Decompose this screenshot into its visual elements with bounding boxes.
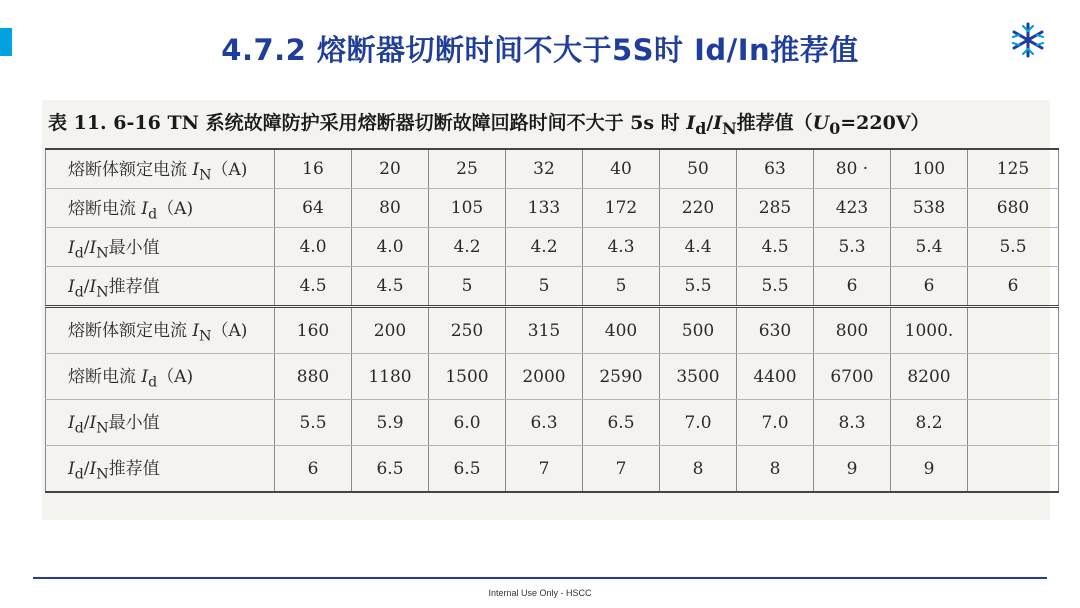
table-cell: 285 [737, 189, 814, 228]
table-cell: 4.0 [275, 228, 352, 267]
table-cell: 315 [506, 307, 583, 354]
table-cell: 5.4 [891, 228, 968, 267]
row-label: 熔断电流 $I_d(A)$ [46, 354, 275, 400]
table-cell: 4.2 [506, 228, 583, 267]
table-cell: 200 [352, 307, 429, 354]
table-row-ratio-min-row [46, 228, 1059, 267]
table-cell: 80 [352, 189, 429, 228]
table-cell: 8.2 [891, 400, 968, 446]
table-cell: 5 [583, 267, 660, 307]
table-cell: 4.3 [583, 228, 660, 267]
table-cell: 4.4 [660, 228, 737, 267]
table-cell: 6.0 [429, 400, 506, 446]
table-cell: 5.9 [352, 400, 429, 446]
footer-divider [33, 577, 1047, 579]
table-cell: 4.5 [275, 267, 352, 307]
table-cell: 2590 [583, 354, 660, 400]
table-cell: 6700 [814, 354, 891, 400]
table-cell [968, 446, 1059, 493]
table-cell: 6.5 [429, 446, 506, 493]
table-cell: 1500 [429, 354, 506, 400]
table-cell: 6 [814, 267, 891, 307]
table-cell: 80 · [814, 149, 891, 189]
table-cell: 8.3 [814, 400, 891, 446]
table-cell: 172 [583, 189, 660, 228]
table-row-ratio-recommended-row [46, 446, 1059, 493]
fuse-table [45, 148, 1059, 493]
table-cell [968, 400, 1059, 446]
table-row-ratio-min-row [46, 400, 1059, 446]
table-cell: 8200 [891, 354, 968, 400]
table-cell: 8 [660, 446, 737, 493]
table-cell: 6 [275, 446, 352, 493]
table-cell: 4.2 [429, 228, 506, 267]
table-cell: 4.5 [737, 228, 814, 267]
row-label: 熔断体额定电流 $I_N(A)$ [46, 149, 275, 189]
table-cell: 8 [737, 446, 814, 493]
table-cell: 9 [814, 446, 891, 493]
row-label: 熔断电流 $I_d(A)$ [46, 189, 275, 228]
table-cell: 64 [275, 189, 352, 228]
table-cell: 423 [814, 189, 891, 228]
table-cell: 5.5 [660, 267, 737, 307]
row-label: $I_d/I_N$最小值 [46, 400, 275, 446]
table-cell: 500 [660, 307, 737, 354]
table-cell: 1180 [352, 354, 429, 400]
table-cell: 5 [429, 267, 506, 307]
table-row-fusing-current-row [46, 354, 1059, 400]
table-cell: 100 [891, 149, 968, 189]
table-cell: 20 [352, 149, 429, 189]
table-cell: 5 [506, 267, 583, 307]
table-cell: 6 [891, 267, 968, 307]
table-cell: 6.5 [583, 400, 660, 446]
row-label: $I_d/I_N$推荐值 [46, 446, 275, 493]
table-cell: 3500 [660, 354, 737, 400]
table-row-fusing-current-row [46, 189, 1059, 228]
table-cell: 125 [968, 149, 1059, 189]
table-cell: 220 [660, 189, 737, 228]
table-cell: 25 [429, 149, 506, 189]
table-cell: 880 [275, 354, 352, 400]
table-cell: 40 [583, 149, 660, 189]
table-cell: 250 [429, 307, 506, 354]
slide-title: 4.7.2 熔断器切断时间不大于5S时 Id/In推荐值 [221, 33, 859, 67]
table-cell: 630 [737, 307, 814, 354]
table-cell: 4.5 [352, 267, 429, 307]
table-caption: 表 11. 6-16 TN 系统故障防护采用熔断器切断故障回路时间不大于 5s 时 $I_d/I_N$推荐值$(U_0=220V)$ [48, 112, 930, 138]
table-row-rated-current-row [46, 307, 1059, 354]
table-cell: 9 [891, 446, 968, 493]
row-label: $I_d/I_N$最小值 [46, 228, 275, 267]
table-cell: 160 [275, 307, 352, 354]
table-cell: 400 [583, 307, 660, 354]
table-cell: 6.5 [352, 446, 429, 493]
table-cell: 7.0 [660, 400, 737, 446]
table-cell: 5.5 [737, 267, 814, 307]
table-cell: 5.5 [968, 228, 1059, 267]
table-cell: 7 [506, 446, 583, 493]
table-cell: 2000 [506, 354, 583, 400]
table-cell: 63 [737, 149, 814, 189]
table-cell: 32 [506, 149, 583, 189]
table-cell: 538 [891, 189, 968, 228]
table-cell: 7 [583, 446, 660, 493]
row-label: 熔断体额定电流 $I_N(A)$ [46, 307, 275, 354]
table-cell: 6.3 [506, 400, 583, 446]
table-cell: 4.0 [352, 228, 429, 267]
table-row-rated-current-row [46, 149, 1059, 189]
table-cell: 5.3 [814, 228, 891, 267]
table-cell: 1000. [891, 307, 968, 354]
table-cell: 5.5 [275, 400, 352, 446]
table-cell: 7.0 [737, 400, 814, 446]
snowflake-logo-icon [1008, 20, 1048, 60]
table-cell [968, 354, 1059, 400]
table-cell: 50 [660, 149, 737, 189]
table-cell: 133 [506, 189, 583, 228]
table-cell: 6 [968, 267, 1059, 307]
table-cell: 800 [814, 307, 891, 354]
table-cell: 105 [429, 189, 506, 228]
table-cell: 16 [275, 149, 352, 189]
row-label: $I_d/I_N$推荐值 [46, 267, 275, 307]
table-row-ratio-recommended-row [46, 267, 1059, 307]
footer-text: Internal Use Only - HSCC [488, 588, 592, 598]
table-cell: 680 [968, 189, 1059, 228]
table-cell: 4400 [737, 354, 814, 400]
table-cell [968, 307, 1059, 354]
